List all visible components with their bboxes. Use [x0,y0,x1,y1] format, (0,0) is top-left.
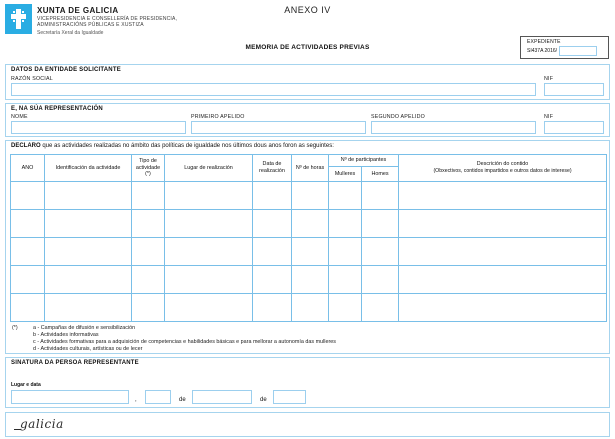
day-input[interactable] [145,390,171,404]
table-cell[interactable] [132,238,165,266]
table-cell[interactable] [292,210,329,238]
table-row [11,210,607,238]
logo-dot [22,20,24,22]
table-cell[interactable] [45,238,132,266]
table-cell[interactable] [362,182,399,210]
table-cell[interactable] [165,294,253,322]
table-row [11,266,607,294]
table-cell[interactable] [329,238,362,266]
expediente-box [520,36,609,59]
declaro-intro [11,143,334,149]
table-cell[interactable] [292,294,329,322]
primeiro-apelido-input[interactable] [191,121,366,134]
table-cell[interactable] [45,210,132,238]
nome-input[interactable] [11,121,186,134]
year-input[interactable] [273,390,306,404]
footer-box [5,412,610,437]
table-cell[interactable] [253,182,292,210]
table-cell[interactable] [292,182,329,210]
table-cell[interactable] [11,210,45,238]
col-header-descricion [399,155,607,182]
table-row [11,238,607,266]
comma-separator: , [135,397,137,403]
table-cell[interactable] [165,182,253,210]
de-label-2: de [260,397,267,403]
descricion-line1: Descrición do contido [476,161,529,168]
col-header-tipo: Tipo de actividade (*) [132,155,165,182]
footnote-item: d - Actividades culturais, artísticas ou de lecer [33,346,143,352]
representative-section-title: E, NA SÚA REPRESENTACIÓN [11,106,103,112]
footnote-item: b - Actividades informativas [33,332,99,338]
declaro-text: que as actividades realizadas no ámbito das políticas de igualdade nos últimos dous anos foron as seguintes: [40,143,334,149]
expediente-input[interactable] [559,46,597,56]
table-cell[interactable] [362,210,399,238]
table-cell[interactable] [329,266,362,294]
activities-table [10,154,607,322]
org-unit: Secretaría Xeral da Igualdade [37,29,104,36]
col-header-horas: Nº de horas [292,155,329,182]
lugar-input[interactable] [11,390,129,404]
col-header-mulleres: Mulleres [329,167,362,182]
col-header-ano: ANO [11,155,45,182]
lugar-e-data-label: Lugar e data [11,382,41,388]
table-cell[interactable] [45,182,132,210]
table-cell[interactable] [399,266,607,294]
logo-dot [13,20,15,22]
col-header-homes: Homes [362,167,399,182]
table-cell[interactable] [132,294,165,322]
table-cell[interactable] [165,266,253,294]
representative-nif-input[interactable] [544,121,604,134]
entity-section-title: DATOS DA ENTIDADE SOLICITANTE [11,67,121,73]
table-row [11,294,607,322]
annex-title: ANEXO IV [284,5,331,15]
descricion-line2: (Obxectivos, contidos impartidos e outros datos de interese) [433,168,572,175]
org-name: XUNTA DE GALICIA [37,6,119,15]
table-cell[interactable] [132,266,165,294]
entity-section [5,64,610,100]
nome-label: NOME [11,114,28,120]
table-cell[interactable] [329,182,362,210]
table-cell[interactable] [132,182,165,210]
declaro-word: DECLARO [11,143,41,149]
signature-section-title: SINATURA DA PERSOA REPRESENTANTE [11,360,139,366]
table-cell[interactable] [399,182,607,210]
activities-section [5,140,610,354]
table-cell[interactable] [253,238,292,266]
representative-section [5,103,610,137]
table-cell[interactable] [11,182,45,210]
table-cell[interactable] [362,266,399,294]
de-label-1: de [179,397,186,403]
org-dept-line1: VICEPRESIDENCIA E CONSELLERÍA DE PRESIDENCIA, [37,16,178,22]
table-cell[interactable] [362,294,399,322]
expediente-code: SI437A 2016/ [527,48,558,54]
col-header-participantes: Nº de participantes [329,155,399,167]
table-cell[interactable] [329,294,362,322]
activities-table-body [11,182,607,322]
razon-social-label: RAZÓN SOCIAL [11,76,53,82]
table-cell[interactable] [11,294,45,322]
expediente-label: EXPEDIENTE [527,39,561,45]
table-cell[interactable] [329,210,362,238]
table-cell[interactable] [165,210,253,238]
table-cell[interactable] [45,266,132,294]
table-cell[interactable] [399,294,607,322]
table-cell[interactable] [253,266,292,294]
table-cell[interactable] [45,294,132,322]
table-cell[interactable] [399,238,607,266]
table-cell[interactable] [165,238,253,266]
table-cell[interactable] [362,238,399,266]
table-cell[interactable] [11,238,45,266]
signature-section [5,357,610,408]
table-cell[interactable] [292,238,329,266]
table-cell[interactable] [132,210,165,238]
table-cell[interactable] [11,266,45,294]
form-title: MEMORIA DE ACTIVIDADES PREVIAS [245,44,370,51]
galicia-wordmark: galicia [20,417,64,431]
segundo-apelido-input[interactable] [371,121,536,134]
table-cell[interactable] [253,210,292,238]
footnote-item: a - Campañas de difusión e sensibilización [33,325,136,331]
representative-nif-label: NIF [544,114,554,120]
table-cell[interactable] [253,294,292,322]
col-header-identificacion: Identificación da actividade [45,155,132,182]
col-header-data: Data de realización [253,155,292,182]
footnote-marker: (*) [12,325,18,331]
month-input[interactable] [192,390,252,404]
segundo-apelido-label: SEGUNDO APELIDO [371,114,425,120]
primeiro-apelido-label: PRIMEIRO APELIDO [191,114,245,120]
footnote-item: c - Actividades formativas para a adquisición de competencias e habilidades básicas e para mellorar a autonomía das mulleres [33,339,336,345]
razon-social-input[interactable] [11,83,536,96]
table-cell[interactable] [399,210,607,238]
table-row [11,182,607,210]
org-dept-line2: ADMINISTRACIÓNS PÚBLICAS E XUSTIZA [37,22,144,29]
entity-nif-input[interactable] [544,83,604,96]
entity-nif-label: NIF [544,76,554,82]
table-cell[interactable] [292,266,329,294]
footnote-list [33,325,336,353]
col-header-lugar: Lugar de realización [165,155,253,182]
